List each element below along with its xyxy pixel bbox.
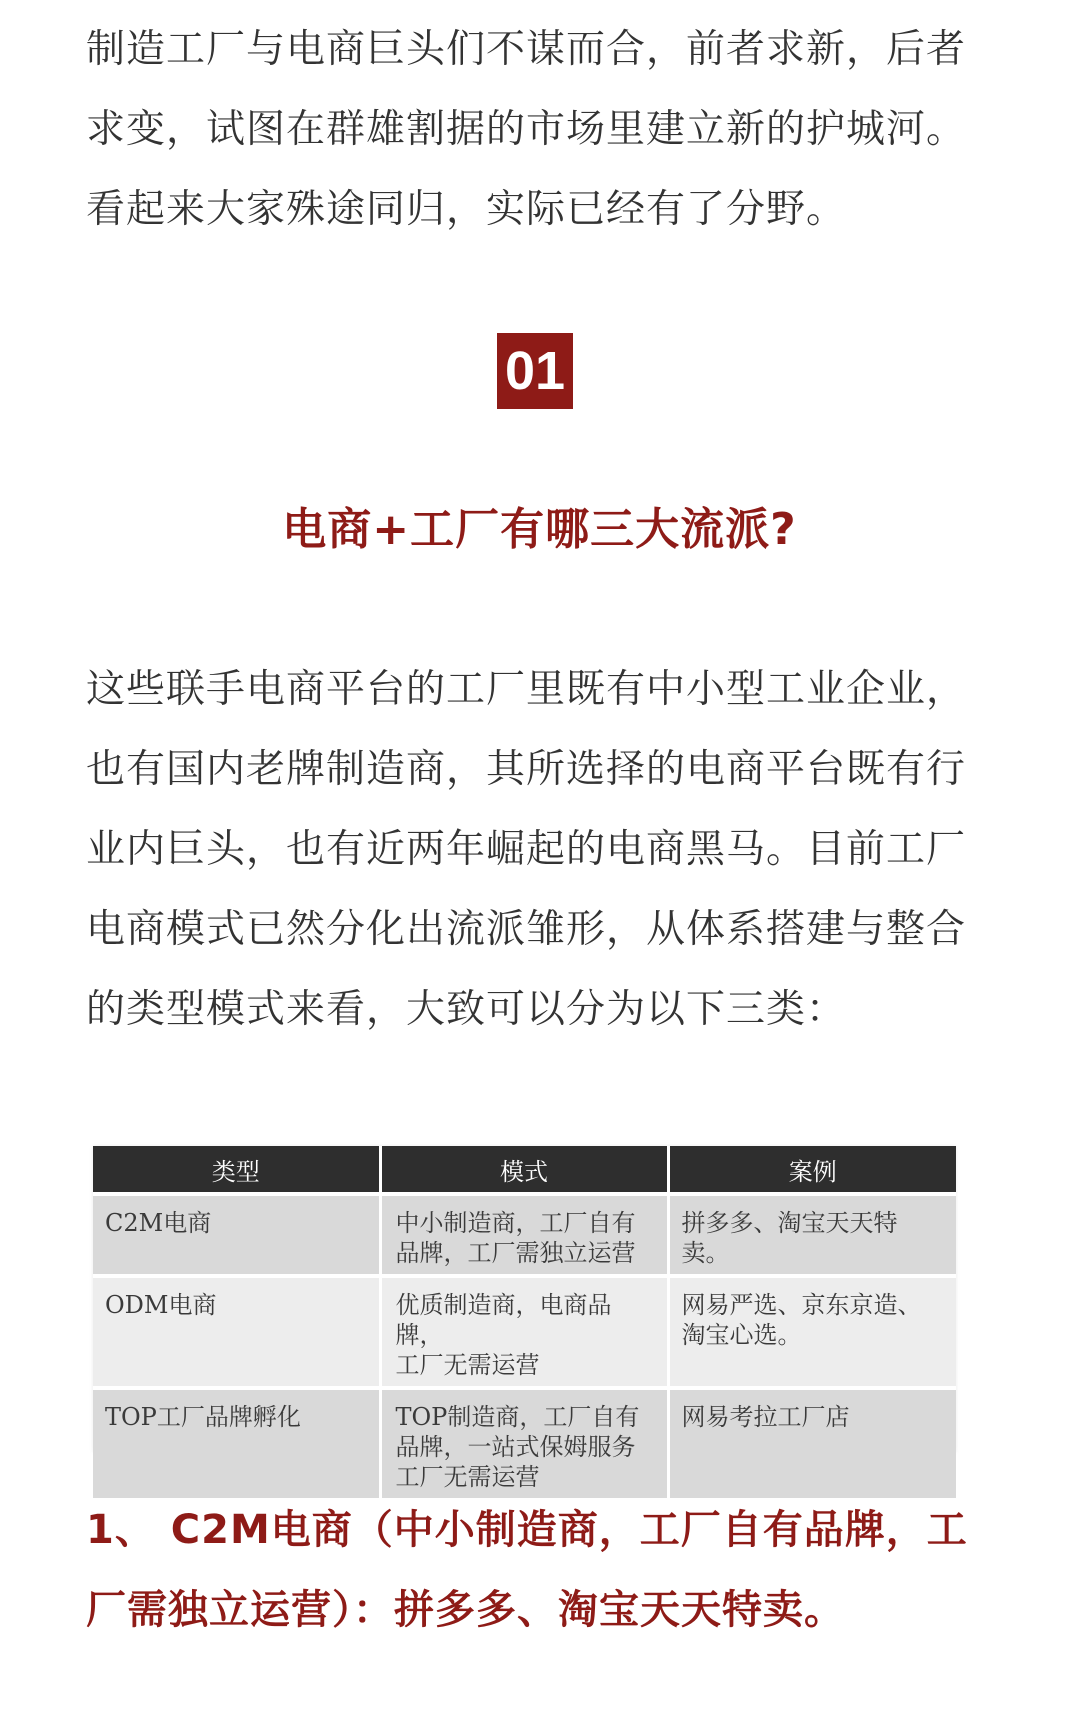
table-row <box>93 1388 956 1498</box>
cell-mode <box>380 1194 668 1276</box>
cell-line: TOP制造商，工厂自有 <box>395 1403 640 1431</box>
table-header-case: 案例 <box>668 1146 956 1194</box>
body-paragraph: 这些联手电商平台的工厂里既有中小型工业企业，也有国内老牌制造商，其所选择的电商平台既有行业内巨头，也有近两年崛起的电商黑马。目前工厂电商模式已然分化出流派雏形，从体系搭建与整合的类型模式来看，大致可以分为以下三类： <box>86 667 967 1032</box>
subheading-c2m: 1、 C2M电商（中小制造商，工厂自有品牌，工厂需独立运营）：拼多多、淘宝天天特卖。 <box>86 1507 968 1633</box>
table-row <box>93 1194 956 1276</box>
cell-type: C2M电商 <box>93 1194 380 1276</box>
cell-line: 中小制造商，工厂自有 <box>395 1209 636 1237</box>
cell-case <box>668 1388 956 1498</box>
types-table-image <box>93 1146 956 1491</box>
cell-type: TOP工厂品牌孵化 <box>93 1388 380 1498</box>
intro-paragraph: 制造工厂与电商巨头们不谋而合，前者求新，后者求变，试图在群雄割据的市场里建立新的护城河。看起来大家殊途同归，实际已经有了分野。 <box>86 27 967 232</box>
cell-type: ODM电商 <box>93 1276 380 1388</box>
table-row <box>93 1276 956 1388</box>
cell-line: 工厂无需运营 <box>395 1351 540 1379</box>
table-header-mode: 模式 <box>380 1146 668 1194</box>
section-title: 电商+工厂有哪三大流派? <box>282 504 797 555</box>
cell-line: 拼多多、淘宝天天特卖。 <box>681 1209 898 1267</box>
cell-line: 淘宝心选。 <box>681 1321 802 1349</box>
cell-mode <box>380 1276 668 1388</box>
cell-line: 网易严选、京东京造、 <box>681 1291 922 1319</box>
table-header-row <box>93 1146 956 1194</box>
cell-line: 优质制造商，电商品牌， <box>395 1291 612 1349</box>
cell-mode <box>380 1388 668 1498</box>
cell-case <box>668 1276 956 1388</box>
cell-line: 品牌，一站式保姆服务 <box>395 1433 636 1461</box>
section-number-badge: 01 <box>497 333 573 409</box>
cell-case <box>668 1194 956 1276</box>
cell-line: 网易考拉工厂店 <box>681 1403 850 1431</box>
table-header-type: 类型 <box>93 1146 380 1194</box>
types-table <box>93 1146 956 1498</box>
cell-line: 工厂无需运营 <box>395 1463 540 1491</box>
cell-line: 品牌，工厂需独立运营 <box>395 1239 636 1267</box>
